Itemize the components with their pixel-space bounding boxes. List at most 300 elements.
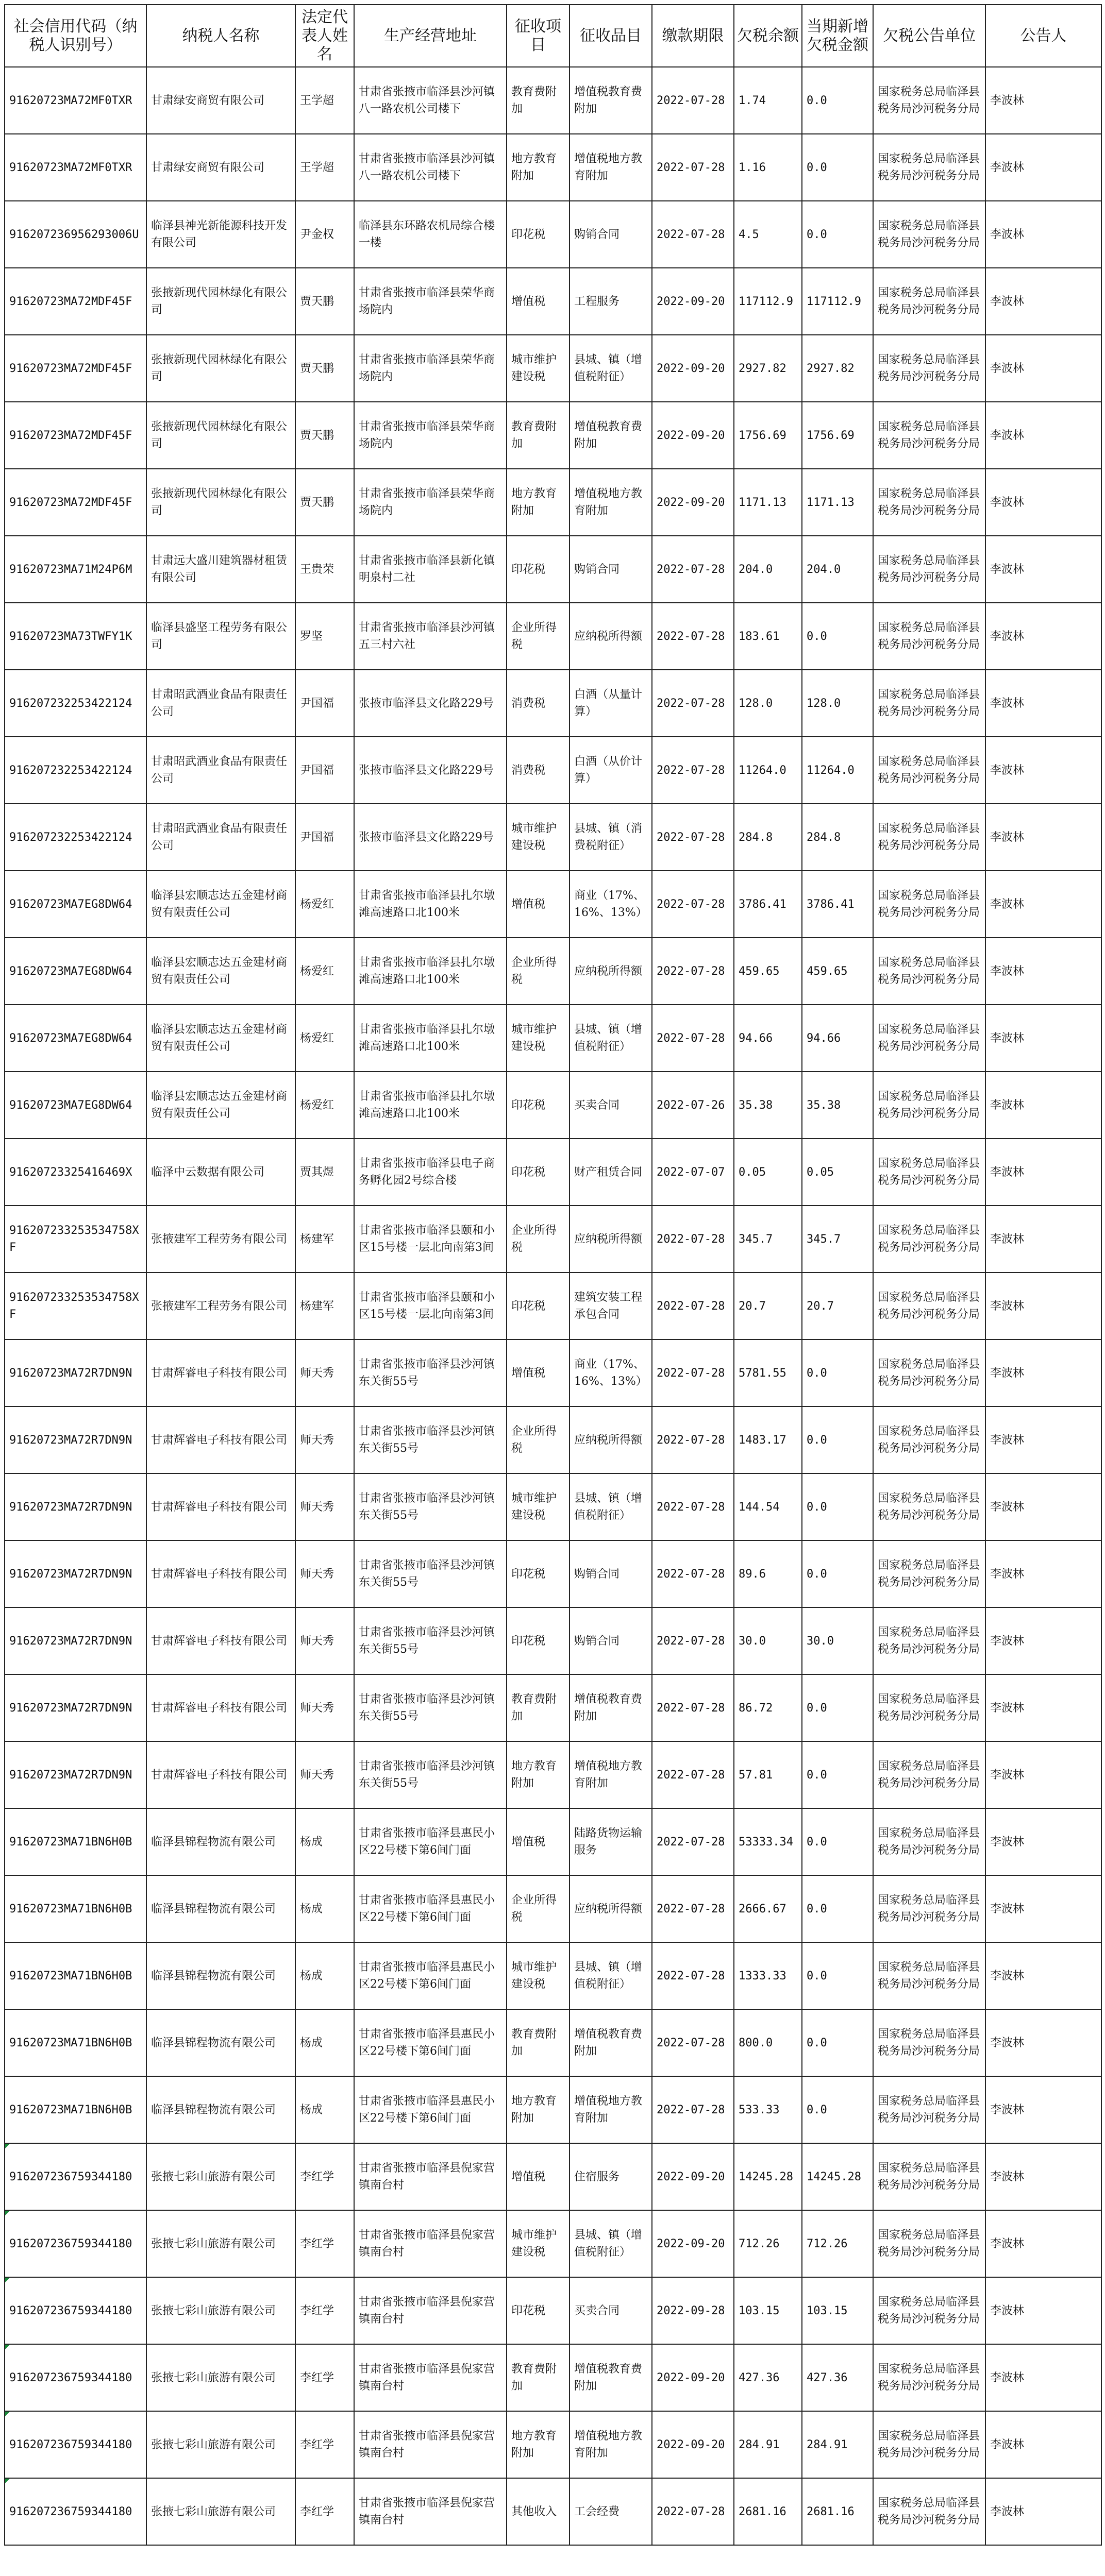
cell-tax-item <box>507 1340 570 1406</box>
cell-new-arrears <box>802 1473 873 1540</box>
cell-taxpayer-name <box>146 938 295 1005</box>
cell-announcer-text: 李波林 <box>990 1165 1025 1179</box>
cell-announcer-text: 李波林 <box>990 161 1025 174</box>
cell-tax-sub-item <box>570 1741 652 1808</box>
cell-tax-item <box>507 737 570 804</box>
cell-deadline <box>652 670 734 737</box>
cell-legal-rep-text: 杨成 <box>300 1969 323 1982</box>
cell-announcing-unit <box>873 335 985 402</box>
cell-credit-code-text: 91620723MA71BN6H0B <box>9 1902 132 1916</box>
cell-tax-sub-item <box>570 402 652 469</box>
cell-address-text: 甘肃省张掖市临泽县惠民小区22号楼下第6间门面 <box>359 1961 495 1991</box>
table-row <box>5 2210 1101 2277</box>
cell-address-text: 甘肃省张掖市临泽县沙河镇东关街55号 <box>359 1492 495 1522</box>
cell-credit-code <box>5 1340 146 1406</box>
cell-new-arrears-text: 94.66 <box>807 1031 841 1045</box>
cell-tax-item-text: 地方教育附加 <box>511 487 557 517</box>
cell-announcer <box>985 402 1101 469</box>
cell-deadline-text: 2022-07-28 <box>657 630 725 643</box>
cell-legal-rep-text: 师天秀 <box>300 1433 334 1447</box>
cell-new-arrears <box>802 335 873 402</box>
cell-tax-sub-item-text: 县城、镇（增值税附征） <box>574 1492 643 1522</box>
cell-credit-code <box>5 2143 146 2210</box>
cell-legal-rep-text: 李红学 <box>300 2170 334 2183</box>
cell-address <box>354 1607 507 1674</box>
cell-legal-rep-text: 尹国福 <box>300 764 334 777</box>
cell-taxpayer-name <box>146 1473 295 1540</box>
cell-announcer <box>985 1206 1101 1273</box>
cell-legal-rep-text: 杨成 <box>300 2103 323 2116</box>
table-row <box>5 469 1101 536</box>
cell-announcer <box>985 1139 1101 1206</box>
cell-tax-item <box>507 1540 570 1607</box>
cell-new-arrears <box>802 2210 873 2277</box>
cell-arrears <box>734 2478 802 2545</box>
cell-address <box>354 1875 507 1942</box>
cell-announcing-unit-text: 国家税务总局临泽县税务局沙河税务分局 <box>878 1760 980 1790</box>
cell-tax-sub-item <box>570 1942 652 2009</box>
cell-taxpayer-name-text: 张掖七彩山旅游有限公司 <box>151 2237 276 2250</box>
cell-taxpayer-name-text: 临泽县宏顺志达五金建材商贸有限责任公司 <box>151 1090 288 1120</box>
cell-arrears <box>734 2411 802 2478</box>
table-row <box>5 67 1101 134</box>
cell-announcer <box>985 938 1101 1005</box>
cell-tax-sub-item-text: 工会经费 <box>574 2505 620 2518</box>
cell-tax-item <box>507 670 570 737</box>
cell-credit-code-text: 916207232253422124 <box>9 764 132 777</box>
cell-arrears-text: 533.33 <box>739 2103 780 2116</box>
cell-credit-code <box>5 1674 146 1741</box>
cell-address <box>354 804 507 871</box>
cell-arrears <box>734 268 802 335</box>
cell-tax-item-text: 印花税 <box>511 1567 546 1581</box>
cell-tax-sub-item-text: 增值税地方教育附加 <box>574 1760 643 1790</box>
table-row <box>5 1942 1101 2009</box>
cell-legal-rep-text: 杨成 <box>300 1835 323 1849</box>
cell-tax-sub-item-text: 买卖合同 <box>574 2304 620 2317</box>
cell-new-arrears <box>802 1072 873 1139</box>
cell-taxpayer-name-text: 张掖七彩山旅游有限公司 <box>151 2170 276 2183</box>
cell-legal-rep-text: 杨爱红 <box>300 964 334 978</box>
cell-taxpayer-name <box>146 737 295 804</box>
cell-arrears <box>734 1139 802 1206</box>
cell-tax-sub-item-text: 增值税地方教育附加 <box>574 152 643 182</box>
table-row <box>5 1072 1101 1139</box>
cell-deadline <box>652 871 734 938</box>
cell-announcer-text: 李波林 <box>990 2505 1025 2518</box>
cell-announcer <box>985 469 1101 536</box>
cell-legal-rep-text: 贾天鹏 <box>300 295 334 308</box>
cell-announcer-text: 李波林 <box>990 964 1025 978</box>
cell-arrears <box>734 1674 802 1741</box>
cell-arrears-text: 1.16 <box>739 161 766 174</box>
cell-new-arrears-text: 0.0 <box>807 228 827 241</box>
cell-legal-rep <box>295 2009 354 2076</box>
cell-tax-sub-item-text: 应纳税所得额 <box>574 630 643 643</box>
cell-taxpayer-name <box>146 670 295 737</box>
cell-announcing-unit <box>873 1206 985 1273</box>
cell-arrears <box>734 1206 802 1273</box>
cell-credit-code <box>5 938 146 1005</box>
cell-arrears <box>734 2076 802 2143</box>
cell-taxpayer-name <box>146 134 295 201</box>
cell-tax-sub-item-text: 县城、镇（增值税附征） <box>574 1023 643 1053</box>
cell-new-arrears-text: 20.7 <box>807 1299 834 1313</box>
cell-credit-code <box>5 1808 146 1875</box>
cell-announcer-text: 李波林 <box>990 897 1025 911</box>
cell-tax-item-text: 印花税 <box>511 563 546 576</box>
cell-deadline-text: 2022-09-20 <box>657 362 725 375</box>
table-row <box>5 737 1101 804</box>
cell-address-text: 甘肃省张掖市临泽县沙河镇东关街55号 <box>359 1358 495 1388</box>
cell-deadline-text: 2022-07-28 <box>657 2036 725 2049</box>
cell-announcer-text: 李波林 <box>990 2304 1025 2317</box>
cell-tax-sub-item-text: 增值税地方教育附加 <box>574 487 643 517</box>
cell-address-text: 甘肃省张掖市临泽县倪家营镇南台村 <box>359 2296 495 2326</box>
cell-announcing-unit <box>873 737 985 804</box>
cell-legal-rep <box>295 1072 354 1139</box>
cell-taxpayer-name <box>146 2210 295 2277</box>
cell-announcer <box>985 1540 1101 1607</box>
cell-legal-rep <box>295 670 354 737</box>
cell-credit-code <box>5 536 146 603</box>
cell-announcer-text: 李波林 <box>990 1701 1025 1715</box>
cell-announcing-unit <box>873 1473 985 1540</box>
cell-taxpayer-name-text: 甘肃绿安商贸有限公司 <box>151 94 265 107</box>
cell-arrears <box>734 2009 802 2076</box>
cell-taxpayer-name-text: 甘肃辉睿电子科技有限公司 <box>151 1500 288 1514</box>
cell-address-text: 甘肃省张掖市临泽县电子商务孵化园2号综合楼 <box>359 1157 495 1187</box>
cell-deadline <box>652 1607 734 1674</box>
cell-address-text: 甘肃省张掖市临泽县荣华商场院内 <box>359 286 495 316</box>
cell-announcing-unit-text: 国家税务总局临泽县税务局沙河税务分局 <box>878 86 980 115</box>
cell-taxpayer-name-text: 临泽县锦程物流有限公司 <box>151 1969 276 1982</box>
cell-address <box>354 1206 507 1273</box>
cell-new-arrears-text: 0.05 <box>807 1165 834 1179</box>
cell-deadline <box>652 402 734 469</box>
cell-tax-sub-item-text: 白酒（从量计算） <box>574 688 643 718</box>
header-announcer: 公告人 <box>985 5 1101 67</box>
cell-tax-sub-item-text: 增值税地方教育附加 <box>574 2095 643 2125</box>
cell-new-arrears <box>802 1875 873 1942</box>
cell-tax-item <box>507 804 570 871</box>
cell-legal-rep <box>295 2344 354 2411</box>
cell-address <box>354 2344 507 2411</box>
cell-credit-code-text: 91620723MA72R7DN9N <box>9 1500 132 1514</box>
cell-announcing-unit <box>873 536 985 603</box>
cell-legal-rep <box>295 1273 354 1340</box>
cell-legal-rep <box>295 2143 354 2210</box>
cell-announcing-unit-text: 国家税务总局临泽县税务局沙河税务分局 <box>878 2028 980 2058</box>
cell-tax-sub-item-text: 增值税教育费附加 <box>574 2028 643 2058</box>
cell-new-arrears <box>802 1406 873 1473</box>
cell-legal-rep <box>295 402 354 469</box>
cell-arrears <box>734 603 802 670</box>
cell-deadline-text: 2022-07-07 <box>657 1165 725 1179</box>
cell-tax-sub-item-text: 建筑安装工程承包合同 <box>574 1291 643 1321</box>
cell-announcing-unit-text: 国家税务总局临泽县税务局沙河税务分局 <box>878 1492 980 1522</box>
cell-credit-code <box>5 1607 146 1674</box>
cell-announcer-text: 李波林 <box>990 1299 1025 1313</box>
cell-tax-sub-item <box>570 603 652 670</box>
cell-address-text: 甘肃省张掖市临泽县荣华商场院内 <box>359 487 495 517</box>
cell-taxpayer-name-text: 甘肃远大盛川建筑器材租赁有限公司 <box>151 554 288 584</box>
cell-new-arrears <box>802 670 873 737</box>
cell-taxpayer-name-text: 张掖七彩山旅游有限公司 <box>151 2438 276 2451</box>
cell-arrears <box>734 402 802 469</box>
cell-tax-item-text: 企业所得税 <box>511 1425 557 1455</box>
cell-arrears-text: 30.0 <box>739 1634 766 1648</box>
cell-credit-code <box>5 2478 146 2545</box>
cell-arrears-text: 459.65 <box>739 964 780 978</box>
cell-arrears <box>734 2344 802 2411</box>
cell-announcer-text: 李波林 <box>990 2036 1025 2049</box>
cell-deadline-text: 2022-07-28 <box>657 897 725 911</box>
cell-taxpayer-name-text: 张掖建军工程劳务有限公司 <box>151 1232 288 1246</box>
cell-tax-sub-item-text: 应纳税所得额 <box>574 964 643 978</box>
cell-legal-rep <box>295 804 354 871</box>
cell-tax-item-text: 消费税 <box>511 764 546 777</box>
cell-address <box>354 938 507 1005</box>
cell-credit-code-text: 91620723MA72MF0TXR <box>9 161 132 174</box>
cell-deadline-text: 2022-07-28 <box>657 563 725 576</box>
cell-arrears-text: 2681.16 <box>739 2505 786 2518</box>
cell-credit-code <box>5 1875 146 1942</box>
cell-credit-code-text: 91620723MA71BN6H0B <box>9 2103 132 2116</box>
cell-credit-code <box>5 1273 146 1340</box>
cell-taxpayer-name-text: 临泽中云数据有限公司 <box>151 1165 265 1179</box>
cell-announcer-text: 李波林 <box>990 1969 1025 1982</box>
cell-tax-item <box>507 134 570 201</box>
cell-new-arrears <box>802 1273 873 1340</box>
cell-announcer <box>985 1808 1101 1875</box>
cell-new-arrears <box>802 938 873 1005</box>
cell-credit-code <box>5 469 146 536</box>
table-row <box>5 603 1101 670</box>
cell-taxpayer-name <box>146 268 295 335</box>
cell-tax-item <box>507 1607 570 1674</box>
cell-legal-rep-text: 李红学 <box>300 2371 334 2384</box>
cell-legal-rep <box>295 737 354 804</box>
cell-credit-code <box>5 1741 146 1808</box>
cell-address <box>354 402 507 469</box>
header-code: 社会信用代码（纳税人识别号） <box>5 5 146 67</box>
table-row <box>5 670 1101 737</box>
cell-deadline-text: 2022-07-28 <box>657 831 725 844</box>
cell-legal-rep <box>295 1942 354 2009</box>
cell-announcer <box>985 2478 1101 2545</box>
cell-tax-item-text: 城市维护建设税 <box>511 822 557 852</box>
cell-new-arrears-text: 0.0 <box>807 1902 827 1916</box>
cell-credit-code-text: 916207236759344180 <box>9 2438 132 2451</box>
cell-tax-item-text: 增值税 <box>511 2170 546 2183</box>
cell-legal-rep-text: 王学超 <box>300 94 334 107</box>
cell-address <box>354 1674 507 1741</box>
cell-legal-rep <box>295 1540 354 1607</box>
cell-announcer <box>985 737 1101 804</box>
cell-tax-item <box>507 2344 570 2411</box>
cell-new-arrears <box>802 268 873 335</box>
cell-announcer-text: 李波林 <box>990 1232 1025 1246</box>
cell-address-text: 张掖市临泽县文化路229号 <box>359 764 494 777</box>
cell-new-arrears <box>802 1942 873 2009</box>
table-row <box>5 1674 1101 1741</box>
cell-deadline <box>652 1406 734 1473</box>
cell-deadline <box>652 804 734 871</box>
cell-announcer <box>985 2009 1101 2076</box>
cell-announcer <box>985 1473 1101 1540</box>
cell-tax-item-text: 地方教育附加 <box>511 152 557 182</box>
cell-tax-sub-item-text: 买卖合同 <box>574 1098 620 1112</box>
cell-taxpayer-name-text: 张掖新现代园林绿化有限公司 <box>151 487 288 517</box>
cell-tax-sub-item <box>570 1005 652 1072</box>
cell-legal-rep-text: 师天秀 <box>300 1768 334 1782</box>
cell-announcer <box>985 134 1101 201</box>
cell-deadline <box>652 1340 734 1406</box>
cell-arrears-text: 103.15 <box>739 2304 780 2317</box>
cell-tax-sub-item-text: 购销合同 <box>574 1567 620 1581</box>
cell-tax-sub-item-text: 购销合同 <box>574 1634 620 1648</box>
cell-deadline <box>652 1942 734 2009</box>
cell-arrears-text: 345.7 <box>739 1232 773 1246</box>
cell-announcing-unit <box>873 1340 985 1406</box>
cell-announcing-unit <box>873 201 985 268</box>
cell-new-arrears-text: 2927.82 <box>807 362 855 375</box>
cell-announcer <box>985 1741 1101 1808</box>
cell-deadline-text: 2022-07-28 <box>657 1969 725 1982</box>
cell-tax-sub-item-text: 财产租赁合同 <box>574 1165 643 1179</box>
cell-address-text: 甘肃省张掖市临泽县倪家营镇南台村 <box>359 2229 495 2259</box>
cell-new-arrears <box>802 536 873 603</box>
cell-taxpayer-name <box>146 1072 295 1139</box>
cell-credit-code-text: 916207236759344180 <box>9 2304 132 2317</box>
cell-credit-code <box>5 335 146 402</box>
cell-credit-code-text: 91620723MA71BN6H0B <box>9 1835 132 1849</box>
table-body <box>5 67 1101 2545</box>
cell-credit-code-text: 916207236956293006U <box>9 228 139 241</box>
cell-taxpayer-name <box>146 1340 295 1406</box>
header-row <box>5 5 1101 67</box>
cell-tax-item <box>507 2411 570 2478</box>
cell-tax-item-text: 教育费附加 <box>511 2363 557 2393</box>
cell-new-arrears-text: 11264.0 <box>807 764 855 777</box>
cell-tax-item <box>507 469 570 536</box>
cell-taxpayer-name-text: 张掖七彩山旅游有限公司 <box>151 2505 276 2518</box>
cell-new-arrears-text: 1171.13 <box>807 496 855 509</box>
cell-arrears-text: 1.74 <box>739 94 766 107</box>
cell-new-arrears-text: 284.91 <box>807 2438 848 2451</box>
cell-taxpayer-name <box>146 1406 295 1473</box>
cell-arrears <box>734 737 802 804</box>
cell-deadline-text: 2022-07-28 <box>657 228 725 241</box>
cell-announcing-unit <box>873 1273 985 1340</box>
cell-announcing-unit <box>873 1607 985 1674</box>
cell-legal-rep <box>295 1139 354 1206</box>
cell-new-arrears-text: 0.0 <box>807 1969 827 1982</box>
table-row <box>5 402 1101 469</box>
cell-announcing-unit-text: 国家税务总局临泽县税务局沙河税务分局 <box>878 956 980 986</box>
cell-announcer <box>985 1674 1101 1741</box>
cell-tax-sub-item <box>570 1406 652 1473</box>
cell-tax-item-text: 消费税 <box>511 697 546 710</box>
cell-tax-sub-item-text: 陆路货物运输服务 <box>574 1827 643 1857</box>
cell-legal-rep-text: 师天秀 <box>300 1567 334 1581</box>
cell-tax-sub-item <box>570 1674 652 1741</box>
cell-new-arrears <box>802 402 873 469</box>
cell-tax-item <box>507 1206 570 1273</box>
cell-legal-rep <box>295 268 354 335</box>
cell-announcing-unit-text: 国家税务总局临泽县税务局沙河税务分局 <box>878 2229 980 2259</box>
cell-legal-rep-text: 贾天鹏 <box>300 362 334 375</box>
cell-tax-item-text: 地方教育附加 <box>511 2095 557 2125</box>
cell-taxpayer-name-text: 张掖七彩山旅游有限公司 <box>151 2371 276 2384</box>
cell-address-text: 甘肃省张掖市临泽县倪家营镇南台村 <box>359 2430 495 2460</box>
cell-announcing-unit <box>873 1139 985 1206</box>
cell-new-arrears-text: 712.26 <box>807 2237 848 2250</box>
cell-credit-code-text: 91620723MA72R7DN9N <box>9 1567 132 1581</box>
cell-taxpayer-name-text: 张掖新现代园林绿化有限公司 <box>151 286 288 316</box>
cell-address-text: 临泽县东环路农机局综合楼一楼 <box>359 219 495 249</box>
cell-announcing-unit <box>873 2210 985 2277</box>
cell-new-arrears <box>802 1674 873 1741</box>
cell-new-arrears <box>802 469 873 536</box>
cell-deadline-text: 2022-09-20 <box>657 2237 725 2250</box>
cell-arrears-text: 4.5 <box>739 228 759 241</box>
cell-arrears <box>734 871 802 938</box>
cell-tax-sub-item <box>570 1808 652 1875</box>
cell-address-text: 张掖市临泽县文化路229号 <box>359 831 494 844</box>
cell-legal-rep <box>295 1473 354 1540</box>
cell-address <box>354 2277 507 2344</box>
cell-arrears <box>734 804 802 871</box>
cell-taxpayer-name-text: 临泽县神光新能源科技开发有限公司 <box>151 219 288 249</box>
cell-legal-rep-text: 王学超 <box>300 161 334 174</box>
cell-announcing-unit-text: 国家税务总局临泽县税务局沙河税务分局 <box>878 1894 980 1924</box>
cell-announcing-unit-text: 国家税务总局临泽县税务局沙河税务分局 <box>878 755 980 785</box>
cell-tax-item <box>507 67 570 134</box>
cell-address-text: 甘肃省张掖市临泽县荣华商场院内 <box>359 353 495 383</box>
cell-taxpayer-name-text: 甘肃辉睿电子科技有限公司 <box>151 1768 288 1782</box>
cell-deadline <box>652 2478 734 2545</box>
cell-tax-item-text: 增值税 <box>511 897 546 911</box>
cell-address <box>354 1942 507 2009</box>
cell-address <box>354 1406 507 1473</box>
cell-credit-code <box>5 1072 146 1139</box>
cell-deadline-text: 2022-07-28 <box>657 1902 725 1916</box>
cell-address-text: 甘肃省张掖市临泽县颐和小区15号楼一层北向南第3间 <box>359 1291 495 1321</box>
cell-taxpayer-name-text: 甘肃昭武酒业食品有限责任公司 <box>151 822 288 852</box>
cell-tax-item-text: 城市维护建设税 <box>511 2229 557 2259</box>
cell-deadline-text: 2022-07-28 <box>657 1768 725 1782</box>
cell-taxpayer-name-text: 张掖新现代园林绿化有限公司 <box>151 353 288 383</box>
cell-announcing-unit <box>873 603 985 670</box>
cell-taxpayer-name <box>146 871 295 938</box>
cell-credit-code-text: 91620723MA71M24P6M <box>9 563 132 576</box>
table-row <box>5 2411 1101 2478</box>
cell-legal-rep <box>295 1005 354 1072</box>
cell-deadline-text: 2022-07-28 <box>657 1634 725 1648</box>
cell-announcing-unit <box>873 1741 985 1808</box>
cell-address <box>354 335 507 402</box>
cell-tax-item-text: 印花税 <box>511 1634 546 1648</box>
cell-arrears-text: 117112.9 <box>739 295 793 308</box>
cell-taxpayer-name <box>146 469 295 536</box>
cell-taxpayer-name <box>146 1005 295 1072</box>
cell-legal-rep <box>295 335 354 402</box>
cell-tax-item-text: 地方教育附加 <box>511 2430 557 2460</box>
cell-taxpayer-name-text: 甘肃昭武酒业食品有限责任公司 <box>151 755 288 785</box>
cell-announcing-unit-text: 国家税务总局临泽县税务局沙河税务分局 <box>878 1559 980 1589</box>
